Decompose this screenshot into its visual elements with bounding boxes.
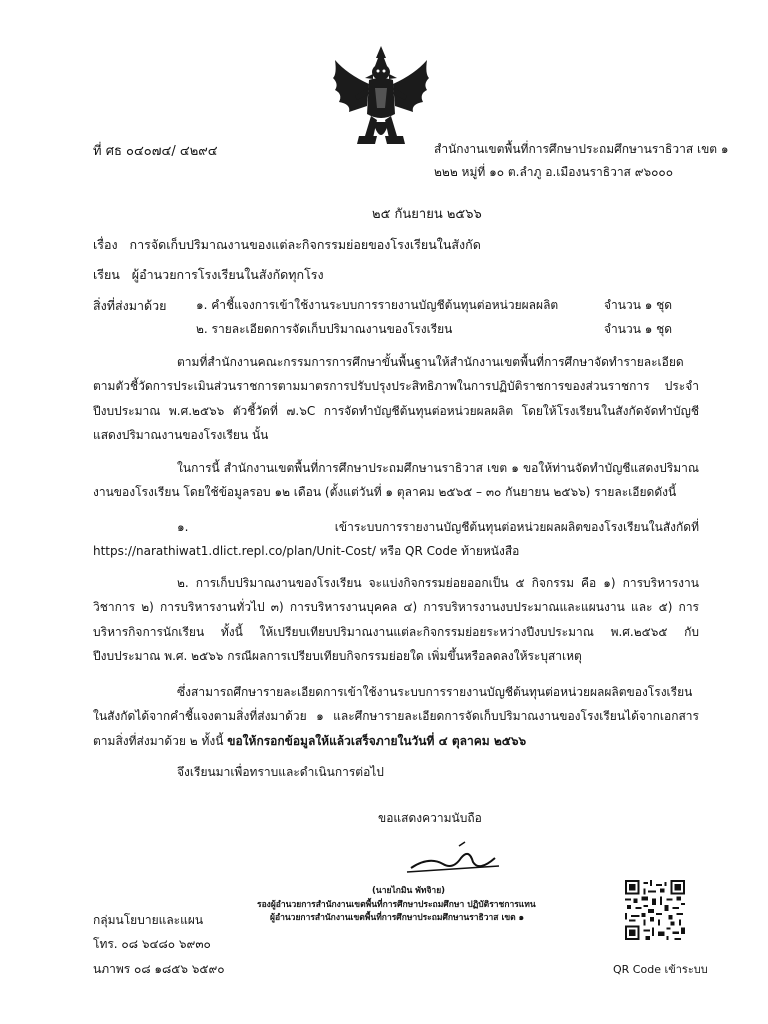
subject-line [93, 235, 481, 255]
office-name: สำนักงานเขตพื้นที่การศึกษาประถมศึกษานราธิวาส เขต ๑ [434, 142, 729, 156]
body-paragraph-5 [93, 680, 699, 753]
subject-text: การจัดเก็บปริมาณงานของแต่ละกิจกรรมย่อยของโรงเรียนในสังกัด [129, 237, 481, 252]
qr-code-icon[interactable] [625, 880, 685, 940]
body-paragraph-4: ๒. การเก็บปริมาณงานของโรงเรียน จะแบ่งกิจกรรมย่อยออกเป็น ๕ กิจกรรม คือ ๑) การบริหารงานวิชาการ ๒) การบริหารงานทั่วไป ๓) การบริหารงานบุคคล ๔) การบริหารงานงบประมาณและแผนงาน และ ๕) การบริหารกิจการนักเรียน ทั้งนี้ ให้เปรียบเทียบปริมาณงานแต่ละกิจกรรมย่อยระหว่างปีงบประมาณ พ.ศ.๒๕๖๕ กับปีงบประมาณ พ.ศ. ๒๕๖๖ กรณีผลการเปรียบเทียบกิจกรรมย่อยใด เพิ่มขึ้นหรือลดลงให้ระบุสาเหตุ [93, 576, 699, 663]
signer-name: (นายไกมิน พัทจิาย) [372, 886, 446, 896]
salutation-line [93, 265, 324, 285]
garuda-emblem-icon [329, 44, 433, 154]
attachment-item: ๒. รายละเอียดการจัดเก็บปริมาณงานของโรงเรียน [196, 322, 453, 336]
signer-title-1: รองผู้อำนวยการสำนักงานเขตพื้นที่การศึกษาประถมศึกษา ปฏิบัติราชการแทน [257, 900, 536, 910]
telephone: โทร. ๐๘ ๖๔๘๐ ๖๙๓๐ [93, 937, 211, 951]
handwritten-signature-icon [399, 838, 509, 878]
signer-title-2: ผู้อำนวยการสำนักงานเขตพื้นที่การศึกษาประถมศึกษานราธิวาส เขต ๑ [270, 913, 525, 923]
body-paragraph-3: ๑. เข้าระบบการรายงานบัญชีต้นทุนต่อหน่วยผลผลิตของโรงเรียนในสังกัดที่ https://narathiwat1.dlict.repl.co/plan/Unit-Cost/ หรือ QR Code ท้ายหนังสือ [93, 520, 699, 559]
attachment-item: ๑. คำชี้แจงการเข้าใช้งานระบบการรายงานบัญชีต้นทุนต่อหน่วยผลผลิต [196, 298, 559, 312]
subject-label: เรื่อง [93, 237, 118, 252]
attachment-qty: จำนวน ๑ ชุด [604, 322, 673, 336]
department-name: กลุ่มนโยบายและแผน [93, 913, 204, 927]
body-paragraph-2: ในการนี้ สำนักงานเขตพื้นที่การศึกษาประถมศึกษานราธิวาส เขต ๑ ขอให้ท่านจัดทำบัญชีแสดงปริมาณงานของโรงเรียน โดยใช้ข้อมูลรอบ ๑๒ เดือน (ตั้งแต่วันที่ ๑ ตุลาคม ๒๕๖๕ – ๓๐ กันยายน ๒๕๖๖) รายละเอียดดังนี้ [93, 461, 699, 500]
document-number: ที่ ศธ ๐๔๐๗๔/ ๔๒๙๔ [93, 144, 218, 159]
body-paragraph-5-text: ซึ่งสามารถศึกษารายละเอียดการเข้าใช้งานระบบการรายงานบัญชีต้นทุนต่อหน่วยผลผลิตของโรงเรียนในสังกัดได้จากคำชี้แจงตามสิ่งที่ส่งมาด้วย ๑ และศึกษารายละเอียดการจัดเก็บปริมาณงานของโรงเรียนได้จากเอกสารตามสิ่งที่ส่งมาด้วย ๒ ทั้งนี้ [93, 685, 699, 748]
regards-text: ขอแสดงความนับถือ [378, 811, 482, 825]
to-text: ผู้อำนวยการโรงเรียนในสังกัดทุกโรง [131, 267, 324, 282]
contact-person: นภาพร ๐๘ ๑๘๕๖ ๖๕๙๐ [93, 962, 225, 976]
body-paragraph-1: ตามที่สำนักงานคณะกรรมการการศึกษาขั้นพื้นฐานให้สำนักงานเขตพื้นที่การศึกษาจัดทำรายละเอียดตามตัวชี้วัดการประเมินส่วนราชการตามมาตรการปรับปรุงประสิทธิภาพในการปฏิบัติราชการของส่วนราชการ ประจำปีงบประมาณ พ.ศ.๒๕๖๖ ตัวชี้วัดที่ ๗.๖C การจัดทำบัญชีต้นทุนต่อหน่วยผลผลิต โดยให้โรงเรียนในสังกัดจัดทำบัญชีแสดงปริมาณงานของโรงเรียน นั้น [93, 355, 699, 442]
document-date: ๒๕ กันยายน ๒๕๖๖ [372, 207, 482, 222]
to-label: เรียน [93, 267, 120, 282]
office-address: ๒๒๒ หมู่ที่ ๑๐ ต.ลำภู อ.เมืองนราธิวาส ๙๖๐๐๐ [434, 165, 674, 179]
closing-line: จึงเรียนมาเพื่อทราบและดำเนินการต่อไป [177, 765, 384, 779]
deadline-text: ขอให้กรอกข้อมูลให้แล้วเสร็จภายในวันที่ ๔ ตุลาคม ๒๕๖๖ [227, 733, 527, 748]
attachment-qty: จำนวน ๑ ชุด [604, 298, 673, 312]
attachments-label: สิ่งที่ส่งมาด้วย [93, 298, 167, 313]
qr-code-caption: QR Code เข้าระบบ [613, 963, 708, 976]
